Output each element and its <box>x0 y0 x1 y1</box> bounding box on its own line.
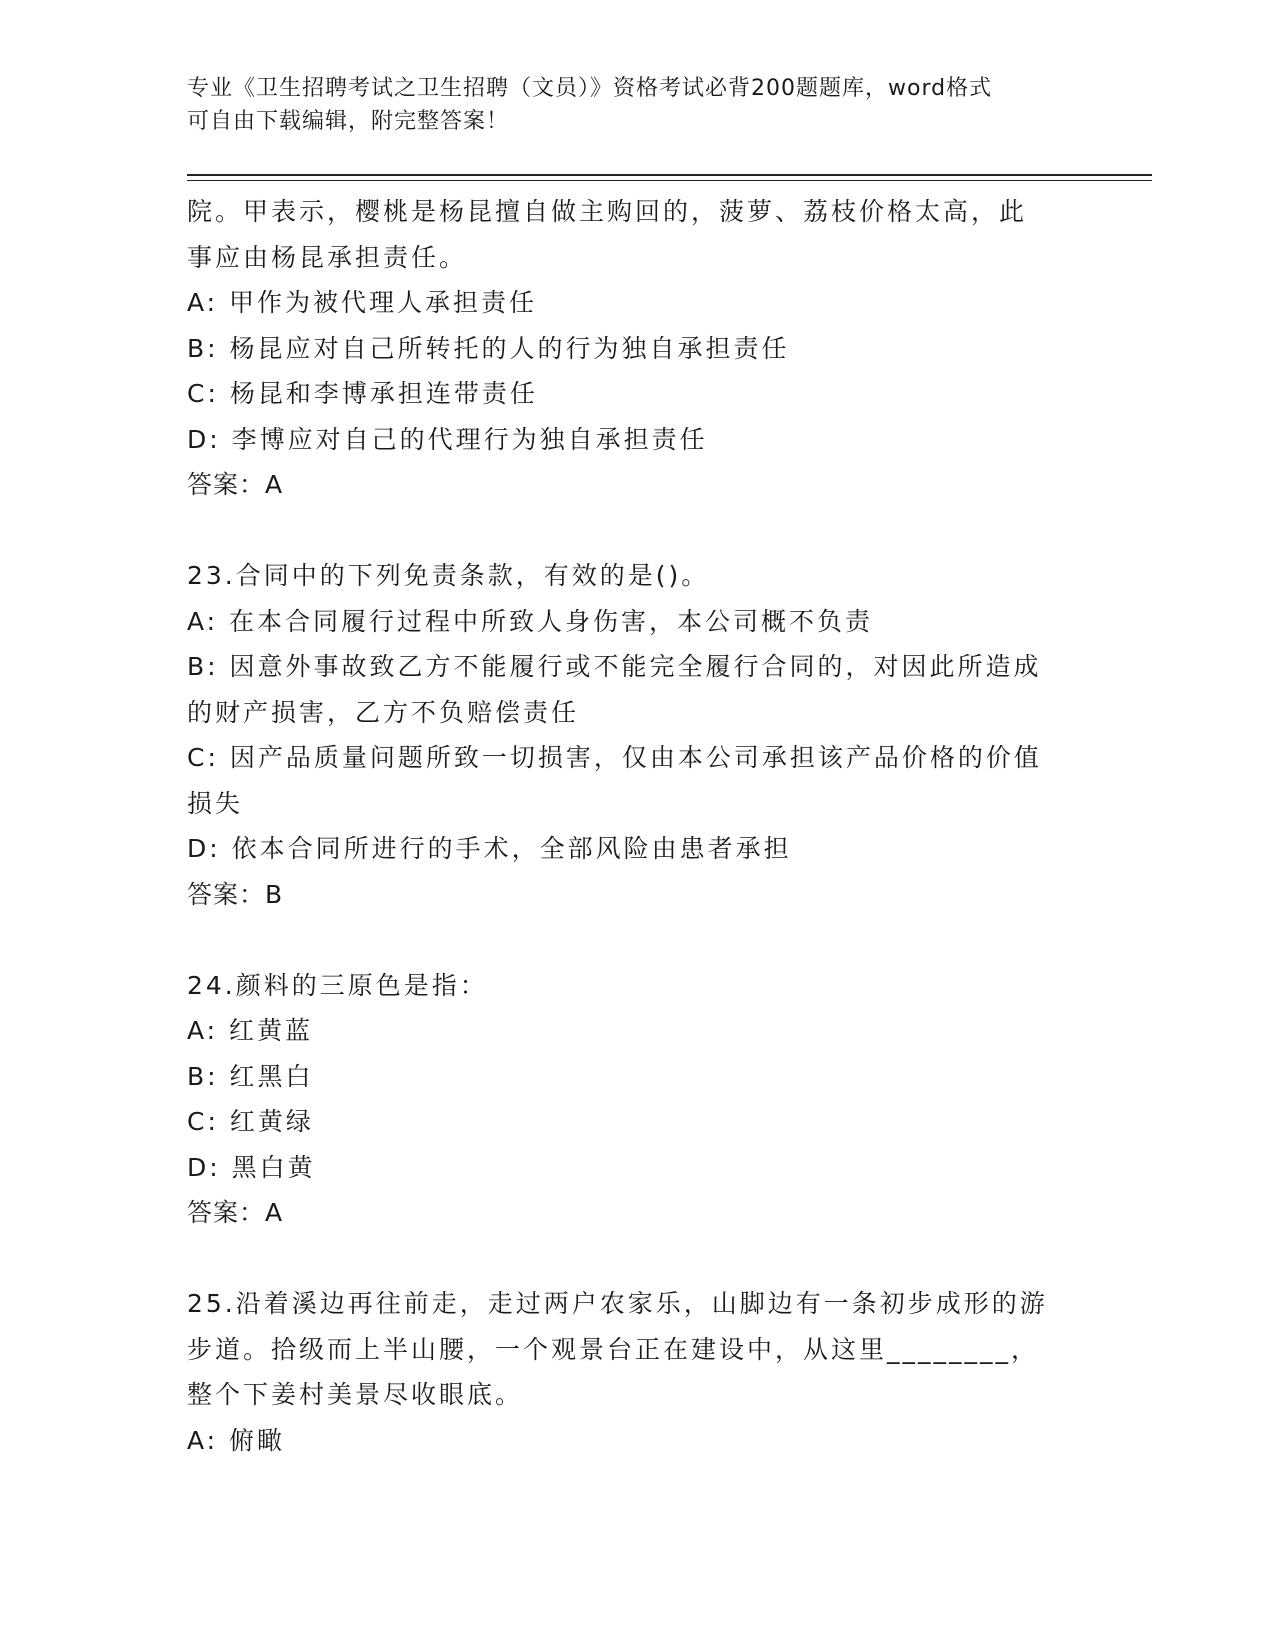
header-title-line-2: 可自由下载编辑，附完整答案！ <box>187 109 510 134</box>
option-d: D: 李博应对自己的代理行为独自承担责任 <box>187 424 708 454</box>
question-stem-line: 25.沿着溪边再往前走，走过两户农家乐，山脚边有一条初步成形的游 <box>187 1289 1048 1318</box>
option-d: D: 黑白黄 <box>187 1152 316 1182</box>
question-stem-line: 23.合同中的下列免责条款，有效的是()。 <box>187 561 710 590</box>
option-a: A: 甲作为被代理人承担责任 <box>187 288 538 317</box>
option-b: B: 因意外事故致乙方不能履行或不能完全履行合同的，对因此所造成 <box>187 652 1042 681</box>
question-stem-line: 整个下姜村美景尽收眼底。 <box>187 1380 524 1409</box>
question-spacer <box>187 1236 1087 1282</box>
option-b-continuation: 的财产损害，乙方不负赔偿责任 <box>187 697 580 727</box>
answer-label: 答案：A <box>187 1198 284 1227</box>
option-b: B: 红黑白 <box>187 1061 314 1091</box>
option-d: D: 依本合同所进行的手术，全部风险由患者承担 <box>187 834 792 863</box>
question-stem-line: 24.颜料的三原色是指： <box>187 970 488 1000</box>
option-b: B: 杨昆应对自己所转托的人的行为独自承担责任 <box>187 333 790 363</box>
header-divider-thick <box>187 174 1152 176</box>
question-spacer <box>187 508 1087 554</box>
option-c: C: 因产品质量问题所致一切损害，仅由本公司承担该产品价格的价值 <box>187 743 1042 772</box>
question-continuation <box>187 189 1087 508</box>
question-stem-line: 院。甲表示，樱桃是杨昆擅自做主购回的，菠萝、荔枝价格太高，此 <box>187 197 1028 226</box>
question-content <box>187 189 1087 1463</box>
answer-label: 答案：A <box>187 470 284 499</box>
option-a: A: 在本合同履行过程中所致人身伤害，本公司概不负责 <box>187 606 874 636</box>
document-header <box>187 72 1067 138</box>
question-24 <box>187 963 1087 1236</box>
option-a: A: 俯瞰 <box>187 1425 286 1455</box>
option-c: C: 红黄绿 <box>187 1107 314 1136</box>
header-title-line-1: 专业《卫生招聘考试之卫生招聘（文员）》资格考试必背200题题库，word格式 <box>187 76 993 101</box>
question-23 <box>187 553 1087 917</box>
question-25 <box>187 1281 1087 1463</box>
header-divider-thin <box>187 180 1152 181</box>
option-c-continuation: 损失 <box>187 788 244 818</box>
answer-label: 答案：B <box>187 879 284 909</box>
question-stem-line: 事应由杨昆承担责任。 <box>187 242 468 272</box>
option-a: A: 红黄蓝 <box>187 1016 314 1045</box>
question-stem-line: 步道。拾级而上半山腰，一个观景台正在建设中，从这里________， <box>187 1334 1040 1364</box>
option-c: C: 杨昆和李博承担连带责任 <box>187 379 538 408</box>
question-spacer <box>187 917 1087 963</box>
